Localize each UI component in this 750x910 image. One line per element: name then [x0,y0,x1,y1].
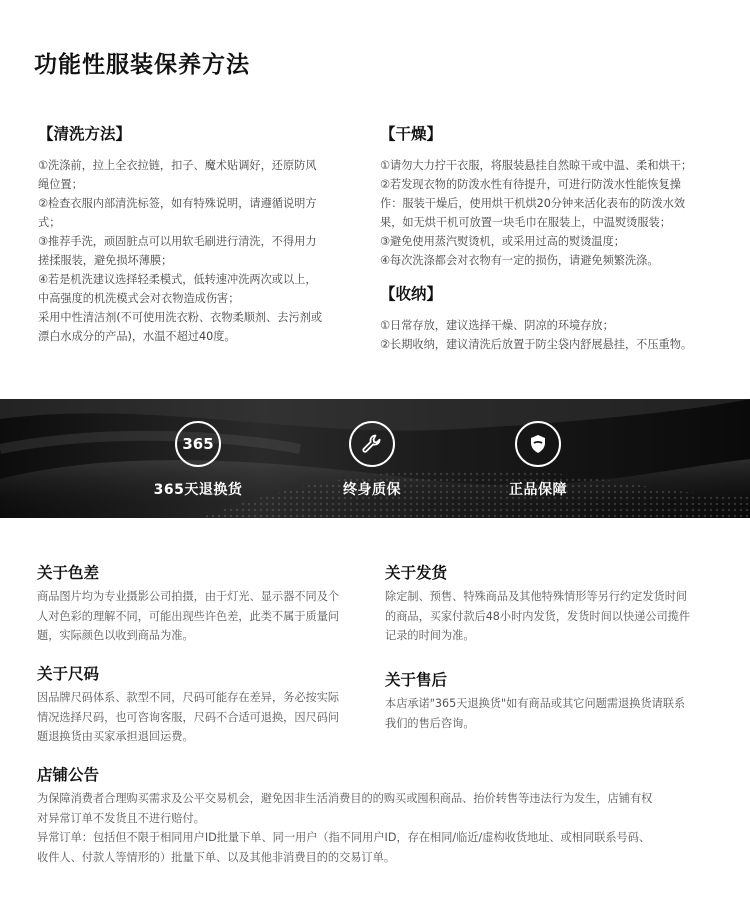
size-line: 题退换货由买家承担退回运费。 [37,730,194,743]
wash-line: 采用中性清洁剂(不可使用洗衣粉、衣物柔顺剂、去污剂或 [38,311,323,324]
after-sale-heading: 关于售后 [385,671,448,689]
dry-heading: 【干燥】 [380,125,443,143]
notice-line: 为保障消费者合理购买需求及公平交易机会，避免因非生活消费目的的购买或囤积商品、抬价转售等违法行为发生，店铺有权 [37,792,653,805]
badge-label: 终身质保 [343,482,401,498]
color-diff-section [37,561,367,646]
notice-line: 对异常订单不发货且不进行赔付。 [37,811,205,825]
365-icon: 365 [175,421,221,467]
shipping-line: 除定制、预售、特殊商品及其他特殊情形等另行约定发货时间 [385,590,688,603]
notice-line: 异常订单：包括但不限于相同用户ID批量下单、同一用户（指不同用户ID，存在相同/临近/虚构收货地址、或相同联系号码、 [37,831,651,844]
badge-warranty [302,421,442,499]
dry-storage-section [380,122,715,354]
dry-line: ④每次洗涤都会对衣物有一定的损伤，请避免频繁洗涤。 [380,254,659,267]
shipping-heading: 关于发货 [385,564,448,582]
wash-line: ④若是机洗建议选择轻柔模式，低转速冲洗两次或以上， [38,273,317,286]
shield-icon [515,421,561,467]
service-banner [0,399,750,518]
shipping-section [385,561,725,646]
after-sale-line: 本店承诺"365天退换货"如有商品或其它问题需退换货请联系 [385,697,686,710]
wash-line: ①洗涤前，拉上全衣拉链，扣子、魔术贴调好，还原防风 [38,159,317,172]
size-line: 情况选择尺码，也可咨询客服，尺码不合适可退换，因尺码问 [37,710,340,724]
size-line: 因品牌尺码体系、款型不同，尺码可能存在差异，务必按实际 [37,691,340,704]
dry-line: ②若发现衣物的防泼水性有待提升，可进行防泼水性能恢复操 [380,178,681,191]
storage-line: ①日常存放，建议选择干燥、阴凉的环境存放； [380,319,614,332]
after-sale-section [385,668,725,733]
storage-heading: 【收纳】 [380,285,443,303]
size-heading: 关于尺码 [37,665,100,683]
wash-line: 漂白水成分的产品)，水温不超过40度。 [38,330,236,343]
wash-line: 中高强度的机洗模式会对衣物造成伤害； [38,292,240,305]
dry-line: ①请勿大力拧干衣服，将服装悬挂自然晾干或中温、柔和烘干； [380,159,693,172]
badge-365 [128,421,268,499]
wash-line: ②检查衣服内部清洗标签，如有特殊说明，请遵循说明方 [38,197,317,210]
badge-label: 正品保障 [509,482,567,498]
size-section [37,662,367,747]
wash-line: 绳位置； [38,178,83,191]
storage-line: ②长期收纳，建议清洗后放置于防尘袋内舒展悬挂，不压重物。 [380,338,693,351]
wash-line: 搓揉服装，避免损坏薄膜； [38,254,173,267]
badge-label: 365天退换货 [153,482,243,498]
notice-heading: 店铺公告 [37,766,100,784]
shipping-line: 的商品，买家付款后48小时内发货，发货时间以快递公司揽件 [385,609,691,623]
dry-line: 作：服装干燥后，使用烘干机烘20分钟来活化表布的防泼水效 [380,197,686,210]
wrench-icon [349,421,395,467]
color-diff-line: 人对色彩的理解不同，可能出现些许色差，此类不属于质量问 [37,609,340,623]
wash-heading: 【清洗方法】 [38,125,132,143]
wash-line: 式； [38,216,61,229]
color-diff-heading: 关于色差 [37,564,100,582]
page-title: 功能性服装保养方法 [34,52,250,78]
wash-section [38,122,356,346]
after-sale-line: 我们的售后咨询。 [385,716,475,730]
notice-section [37,763,737,867]
color-diff-line: 商品图片均为专业摄影公司拍摄，由于灯光、显示器不同及个 [37,590,340,603]
notice-line: 收件人、付款人等情形的）批量下单、以及其他非消费目的的交易订单。 [37,850,396,864]
shipping-line: 记录的时间为准。 [385,629,475,642]
badge-genuine [468,421,608,499]
dry-line: ③避免使用蒸汽熨烫机，或采用过高的熨烫温度； [380,235,625,248]
wash-line: ③推荐手洗，顽固脏点可以用软毛刷进行清洗，不得用力 [38,235,317,248]
color-diff-line: 题，实际颜色以收到商品为准。 [37,629,194,642]
dry-line: 果，如无烘干机可放置一块毛巾在服装上，中温熨烫服装； [380,216,671,229]
